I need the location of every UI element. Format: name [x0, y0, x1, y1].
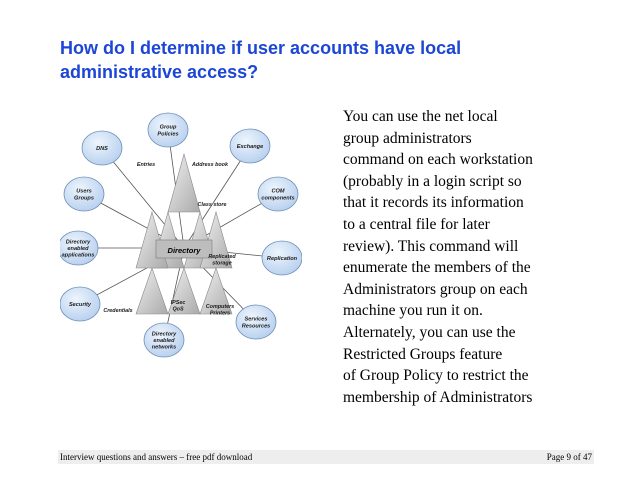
pyramid-facet [136, 268, 168, 314]
node-label: Users [76, 188, 92, 195]
node-label: Policies [157, 131, 179, 138]
answer-line: enumerate the members of the [343, 259, 531, 277]
node-label: Security [68, 302, 92, 308]
slide-title [60, 36, 580, 84]
node-label: Exchange [236, 144, 264, 150]
diagram-node [148, 113, 188, 147]
answer-line: of Group Policy to restrict the [343, 367, 529, 385]
diagram-node [64, 177, 104, 211]
answer-line: You can use the net local [343, 108, 498, 125]
title-line-2: administrative access? [60, 62, 259, 82]
diagram-node [258, 177, 298, 211]
connector-label: Credentials [103, 308, 133, 314]
node-label: DNS [96, 146, 108, 152]
page-number: Page 9 of 47 [546, 452, 592, 462]
answer-line: to a central file for later [343, 215, 490, 233]
diagram-node [144, 323, 184, 357]
diagram-node [60, 287, 100, 321]
connector-label: Entries [136, 162, 156, 168]
answer-line: (probably in a login script so [343, 172, 522, 190]
node-label: Resources [241, 323, 271, 330]
node-label: Services [244, 316, 268, 323]
node-label: Group [159, 124, 177, 131]
answer-line: Alternately, you can use the [343, 323, 516, 341]
diagram-node [82, 131, 122, 165]
diagram-node [236, 305, 276, 339]
diagram-node [230, 129, 270, 163]
connector-label: Replicated [208, 254, 236, 260]
title-line-1: How do I determine if user accounts have local [60, 38, 462, 58]
answer-line: machine you run it on. [343, 302, 483, 320]
node-label: Directory [65, 239, 91, 246]
connector-label: IPSec [170, 300, 186, 306]
connector-label: storage [212, 260, 232, 267]
diagram-node [262, 241, 302, 275]
node-label: enabled [67, 246, 89, 252]
footer-source: Interview questions and answers – free pdf download [60, 452, 253, 462]
pyramid [136, 154, 235, 314]
node-label: components [261, 195, 295, 202]
connector-label: QoS [172, 306, 184, 313]
center-label: Directory [167, 246, 201, 255]
answer-line: review). This command will [343, 237, 519, 255]
answer-line: membership of Administrators [343, 388, 533, 406]
node-label: COM [271, 188, 285, 195]
node-label: Replication [266, 256, 298, 262]
node-label: Directory [151, 331, 177, 338]
connector-label: Class store [197, 202, 227, 208]
answer-line: group administrators [343, 129, 472, 147]
diagram-node [60, 231, 98, 265]
answer-line: Administrators group on each [343, 280, 528, 298]
answer-text [343, 106, 593, 408]
node-label: networks [151, 344, 177, 351]
node-label: enabled [153, 338, 175, 344]
connector-label: Address book [192, 162, 228, 168]
connector-label: Computers [205, 304, 235, 310]
node-label: applications [61, 252, 95, 259]
answer-line: command on each workstation [343, 151, 533, 169]
connector-label: Printers [209, 310, 231, 317]
active-directory-diagram [60, 108, 302, 380]
node-label: Groups [74, 195, 94, 202]
answer-line: Restricted Groups feature [343, 345, 503, 363]
answer-line: that it records its information [343, 194, 524, 212]
